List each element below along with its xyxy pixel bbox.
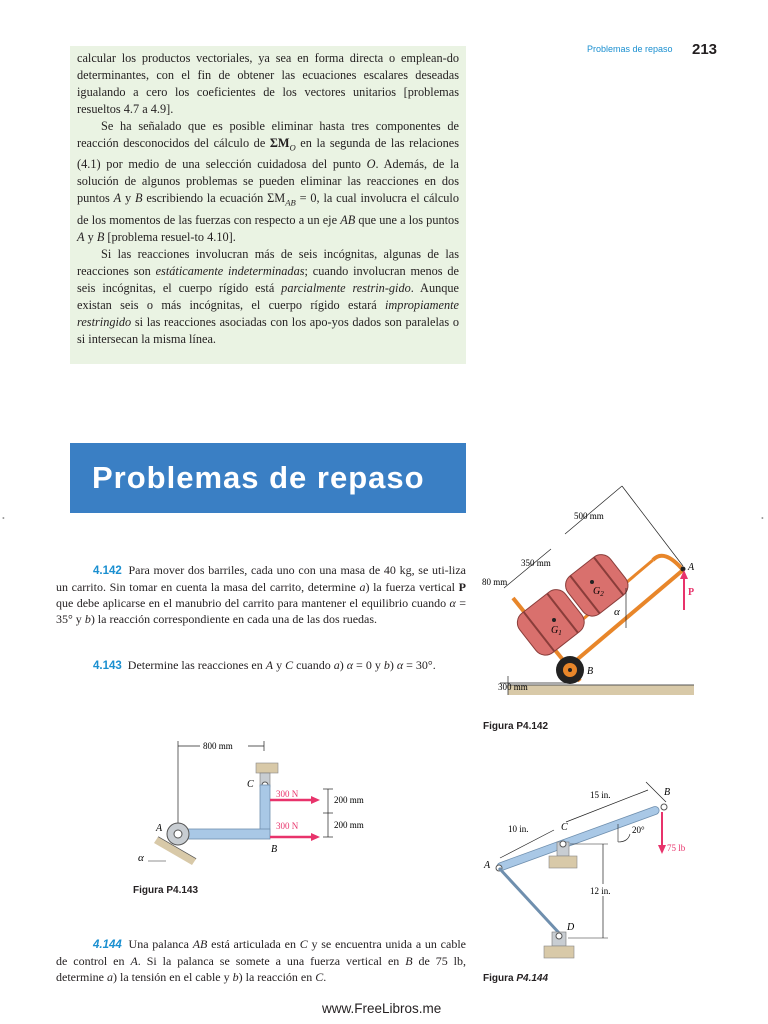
roller-a-hub <box>174 830 182 838</box>
figure-p4-143-caption: Figura P4.143 <box>133 885 199 896</box>
point-d-label: D <box>567 922 575 933</box>
force-300n-lower-head <box>311 833 320 841</box>
angle-20-label: 20° <box>632 825 645 835</box>
pin-d <box>556 933 562 939</box>
summary-paragraph: Si las reacciones involucran más de seis incógnitas, algunas de las reacciones son estáticamente indeterminadas; cuando involucran menos de seis incógnitas, el cuerpo rígido está parcialmente restrin-gido. Aunque existan seis o más incógnitas, el cuerpo rígido estará impropiamente restringido si las reacciones asociadas con los apo-yos dados son paralelas o si intersecan la misma línea. <box>77 246 459 346</box>
summary-paragraph: calcular los productos vectoriales, ya sea en forma directa o emplean-do determinantes, con el fin de obtener las ecuaciones escalares deseadas igualando a cero los coeficientes de los vectores unitarios [problemas resueltos 4.7 a 4.9]. <box>77 51 459 116</box>
problem-4-142 <box>56 562 466 627</box>
figure-p4-144 <box>478 772 700 972</box>
right-edge-mark: • <box>761 514 764 523</box>
dim-line-500-right <box>622 486 683 566</box>
lever-ab <box>496 805 660 871</box>
point-a-marker <box>681 567 686 572</box>
problem-text: Para mover dos barriles, cada uno con una masa de 40 kg, se uti-liza un carrito. Sin tomar en cuenta la masa del carrito, determine a) la fuerza vertical P que debe aplicarse en el manubrio del carrito para mantener el equilibrio cuando α = 35° y b) la reacción correspondiente en cada una de las dos ruedas. <box>56 563 467 626</box>
pin-c <box>560 841 566 847</box>
dim-line-350 <box>504 549 551 588</box>
cart-handle-grip <box>653 556 683 570</box>
force-75-label: 75 lb <box>667 843 686 853</box>
point-b-label: B <box>271 844 278 855</box>
dim-300-label: 300 mm <box>498 682 528 692</box>
problem-number: 4.143 <box>93 660 122 672</box>
problem-text: Una palanca AB está articulada en C y se encuentra unida a un cable de control en A. Si la palanca se somete a una fuerza vertical en B de 75 lb, determine a) la tensión en el cable y b) la reacción en C. <box>56 937 466 984</box>
support-c-base <box>549 856 577 868</box>
pin-b <box>661 804 667 810</box>
force-2-label: 300 N <box>276 821 299 831</box>
dim-line-500 <box>565 486 622 534</box>
g2-marker <box>590 580 594 584</box>
point-c-label: C <box>247 779 254 790</box>
figure-p4-143 <box>126 735 396 885</box>
dim-10-label: 10 in. <box>508 824 529 834</box>
dim-12-label: 12 in. <box>590 886 611 896</box>
section-banner-title: Problemas de repaso <box>92 460 425 495</box>
point-c-label: C <box>561 822 568 833</box>
point-b-label: B <box>664 787 671 798</box>
dim-200a-label: 200 mm <box>334 795 364 805</box>
force-p-label: P <box>688 587 695 598</box>
g2-label: $G_2$ <box>593 586 604 598</box>
dim-200b-label: 200 mm <box>334 820 364 830</box>
dim-15-label: 15 in. <box>590 790 611 800</box>
control-cable <box>499 868 560 934</box>
support-d-base <box>544 946 574 958</box>
figure-p4-142 <box>478 478 698 718</box>
dim-350-label: 350 mm <box>521 558 551 568</box>
point-b-label: B <box>587 666 594 677</box>
force-1-label: 300 N <box>276 789 299 799</box>
point-a-label: A <box>484 860 491 871</box>
dim-80-label: 80 mm <box>482 577 508 587</box>
wheel-axle <box>568 668 572 672</box>
dim-800-label: 800 mm <box>203 741 233 751</box>
dim-15-right-ext <box>646 782 666 802</box>
problem-number: 4.142 <box>93 565 122 577</box>
alpha-label: α <box>138 852 144 864</box>
ground-surface <box>508 685 694 695</box>
bar-horizontal <box>176 829 270 839</box>
angle-arc <box>618 834 630 842</box>
summary-box <box>70 46 466 364</box>
summary-paragraph: Se ha señalado que es posible eliminar hasta tres componentes de reacción desconocidos del cálculo de $\Sigma M_O$ en la segunda de las relaciones (4.1) por medio de una selección cuidadosa del punto O. Además, de la solución de algunos problemas se pueden eliminar las reacciones en dos puntos A y B escribiendo la ecuación $\Sigma M_{AB} = 0$, la cual involucra el cálculo de los momentos de las fuerzas con respecto a un eje AB que une a los puntos A y B [problema resuel-to 4.10]. <box>77 119 460 244</box>
problem-4-143 <box>56 657 466 674</box>
figure-p4-142-caption: Figura P4.142 <box>483 721 549 732</box>
force-300n-upper-head <box>311 796 320 804</box>
problem-number: 4.144 <box>93 939 122 951</box>
running-header-section: Problemas de repaso <box>587 44 673 54</box>
problem-4-144 <box>56 936 466 985</box>
problem-text: Determine las reacciones en A y C cuando a) α = 0 y b) α = 30°. <box>127 658 436 672</box>
page-number: 213 <box>692 41 718 58</box>
g1-label: $G_1$ <box>551 625 562 637</box>
point-a-label: A <box>156 823 163 834</box>
support-c-block <box>256 763 278 773</box>
dim-500-label: 500 mm <box>574 511 604 521</box>
force-75lb-arrowhead <box>658 845 666 854</box>
alpha-label: α <box>614 606 620 618</box>
section-banner <box>70 443 466 513</box>
point-a-label: A <box>688 562 695 573</box>
caption-number: P4.144 <box>516 973 549 984</box>
footer-url: www.FreeLibros.me <box>322 1001 442 1016</box>
left-edge-mark: • <box>2 514 5 523</box>
caption-prefix: Figura <box>483 973 517 984</box>
g1-marker <box>552 618 556 622</box>
figure-p4-144-caption <box>483 973 548 984</box>
